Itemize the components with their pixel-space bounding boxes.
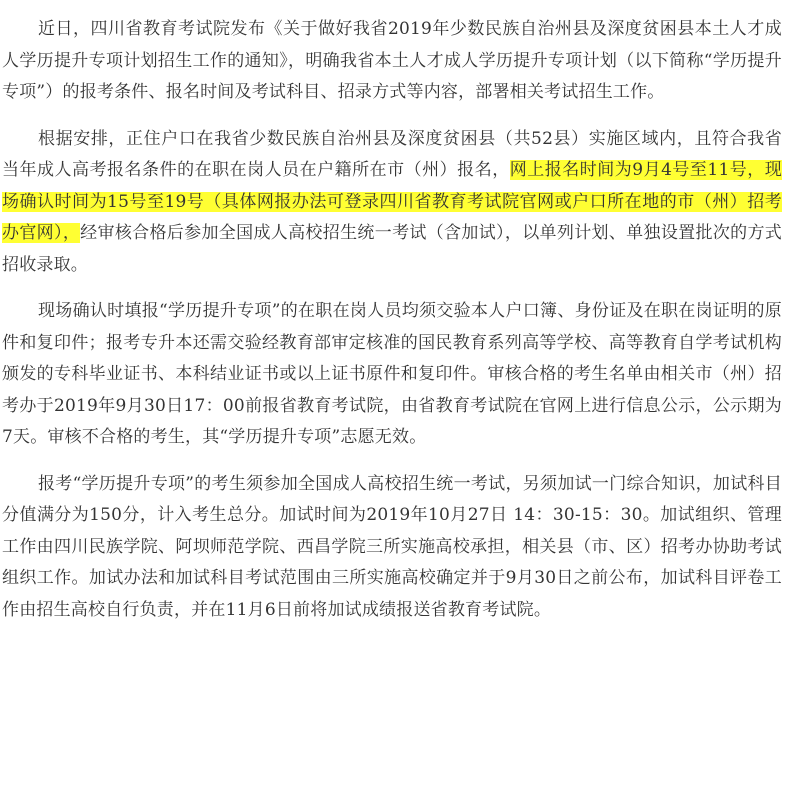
paragraph-announcement: 近日，四川省教育考试院发布《关于做好我省2019年少数民族自治州县及深度贫困县本土人才成人学历提升专项计划招生工作的通知》，明确我省本土人才成人学历提升专项计划（以下简称“学历提升专项”）的报考条件、报名时间及考试科目、招录方式等内容，部署相关考试招生工作。	[2, 19, 782, 102]
arrangement-text-after: 经审核合格后参加全国成人高校招生统一考试（含加试），以单列计划、单独设置批次的方式招收录取。	[2, 223, 783, 275]
article-body	[2, 14, 782, 641]
arrangement-text-before: 根据安排，正住户口在我省少数民族自治州县及深度贫困县（共52县）实施区域内，且符合我省当年成人高考报名条件的在职在岗人员在户籍所在市（州）报名，	[2, 128, 782, 180]
paragraph-onsite-confirmation: 现场确认时填报“学历提升专项”的在职在岗人员均须交验本人户口簿、身份证及在职在岗证明的原件和复印件；报考专升本还需交验经教育部审定核准的国民教育系列高等学校、高等教育自学考试机构颁发的专科毕业证书、本科结业证书或以上证书原件和复印件。审核合格的考生名单由相关市（州）招考办于2019年9月30日17：00前报省教育考试院，由省教育考试院在官网上进行信息公示，公示期为7天。审核不合格的考生，其“学历提升专项”志愿无效。	[2, 301, 782, 447]
paragraph-additional-exam: 报考“学历提升专项”的考生须参加全国成人高校招生统一考试，另须加试一门综合知识，加试科目分值满分为150分，计入考生总分。加试时间为2019年10月27日 14：30-15：30。加试组织、管理工作由四川民族学院、阿坝师范学院、西昌学院三所实施高校承担，相关县（市、区）招考办协助考试组织工作。加试办法和加试科目考试范围由三所实施高校确定并于9月30日之前公布，加试科目评卷工作由招生高校自行负责，并在11月6日前将加试成绩报送省教育考试院。	[2, 473, 782, 620]
paragraph-arrangement	[2, 124, 782, 282]
highlighted-registration-dates: 网上报名时间为9月4号至11号，现场确认时间为15号至19号（具体网报办法可登录四川省教育考试院官网或户口所在地的市（州）招考办官网），	[2, 160, 782, 243]
